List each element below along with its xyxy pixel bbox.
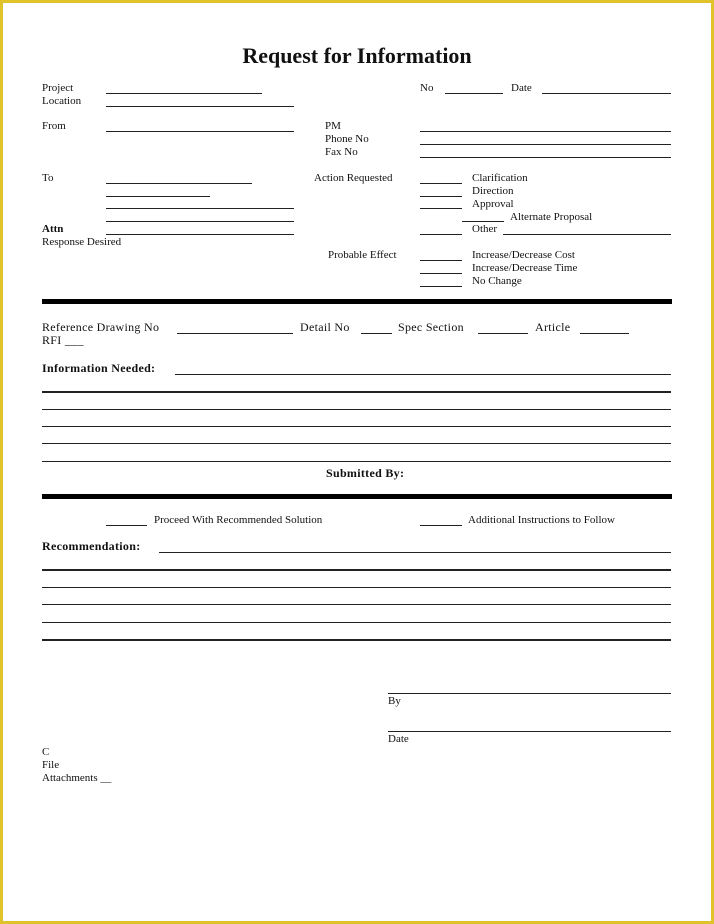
spec-section-field[interactable] [478,333,528,334]
submitted-by-label: Submitted By: [326,466,405,480]
form-title: Request for Information [242,43,472,68]
section-divider-2 [42,494,672,499]
to-field-1[interactable] [106,183,252,184]
article-label: Article [535,320,571,334]
article-field[interactable] [580,333,629,334]
phone-no-label: Phone No [325,133,369,145]
other-field[interactable] [503,234,671,235]
cost-option: Increase/Decrease Cost [472,249,575,261]
no-change-option: No Change [472,275,522,287]
phone-no-field[interactable] [420,144,671,145]
date-label: Date [511,82,532,94]
rfi-label: RFI ___ [42,333,84,347]
date-signature-line[interactable] [388,731,671,732]
c-label: C [42,746,50,758]
approval-blank[interactable] [420,208,462,209]
other-blank[interactable] [420,234,462,235]
fax-no-field[interactable] [420,157,671,158]
reference-drawing-no-label: Reference Drawing No [42,320,160,334]
to-field-3[interactable] [106,208,294,209]
response-desired-label: Response Desired [42,236,122,248]
probable-effect-label: Probable Effect [328,249,397,261]
alternate-proposal-option: Alternate Proposal [510,211,593,223]
information-needed-line-4[interactable] [42,443,671,444]
project-label: Project [42,82,74,94]
no-change-blank[interactable] [420,286,462,287]
pm-field[interactable] [420,131,671,132]
pm-label: PM [325,120,341,132]
approval-option: Approval [472,198,514,210]
clarification-option: Clarification [472,172,528,184]
proceed-option: Proceed With Recommended Solution [154,514,323,526]
cost-blank[interactable] [420,260,462,261]
drawing-no-field[interactable] [177,333,293,334]
to-field-2[interactable] [106,196,210,197]
recommendation-line-3[interactable] [42,604,671,605]
attachments-label: Attachments __ [42,772,112,784]
date-bottom-label: Date [388,733,409,745]
information-needed-line-2[interactable] [42,409,671,410]
spec-section-label: Spec Section [398,320,464,334]
time-blank[interactable] [420,273,462,274]
location-label: Location [42,95,82,107]
action-requested-label: Action Requested [314,172,393,184]
recommendation-line-5[interactable] [42,639,671,641]
recommendation-line-1[interactable] [42,569,671,571]
recommendation-line-2[interactable] [42,587,671,588]
to-field-4[interactable] [106,221,294,222]
recommendation-line-0[interactable] [159,552,671,553]
information-needed-line-0[interactable] [175,374,671,375]
to-label: To [42,172,54,184]
section-divider-1 [42,299,672,304]
by-signature-line[interactable] [388,693,671,694]
time-option: Increase/Decrease Time [472,262,578,274]
no-field[interactable] [445,93,503,94]
file-label: File [42,759,60,771]
no-label: No [420,82,434,94]
detail-no-label: Detail No [300,320,350,334]
alternate-proposal-blank[interactable] [462,221,504,222]
proceed-blank[interactable] [106,525,147,526]
by-label: By [388,695,401,707]
date-field[interactable] [542,93,671,94]
information-needed-line-3[interactable] [42,426,671,427]
additional-instructions-option: Additional Instructions to Follow [468,514,615,526]
information-needed-line-5[interactable] [42,461,671,462]
from-label: From [42,120,66,132]
detail-no-field[interactable] [361,333,392,334]
project-field[interactable] [106,93,262,94]
information-needed-label: Information Needed: [42,361,156,375]
clarification-blank[interactable] [420,183,462,184]
location-field[interactable] [106,106,294,107]
direction-blank[interactable] [420,196,462,197]
fax-no-label: Fax No [325,146,358,158]
additional-instructions-blank[interactable] [420,525,462,526]
information-needed-line-1[interactable] [42,391,671,393]
from-field[interactable] [106,131,294,132]
attn-label: Attn [42,223,64,235]
recommendation-line-4[interactable] [42,622,671,623]
other-option: Other [472,223,498,235]
recommendation-label: Recommendation: [42,539,141,553]
direction-option: Direction [472,185,514,197]
attn-field[interactable] [106,234,294,235]
